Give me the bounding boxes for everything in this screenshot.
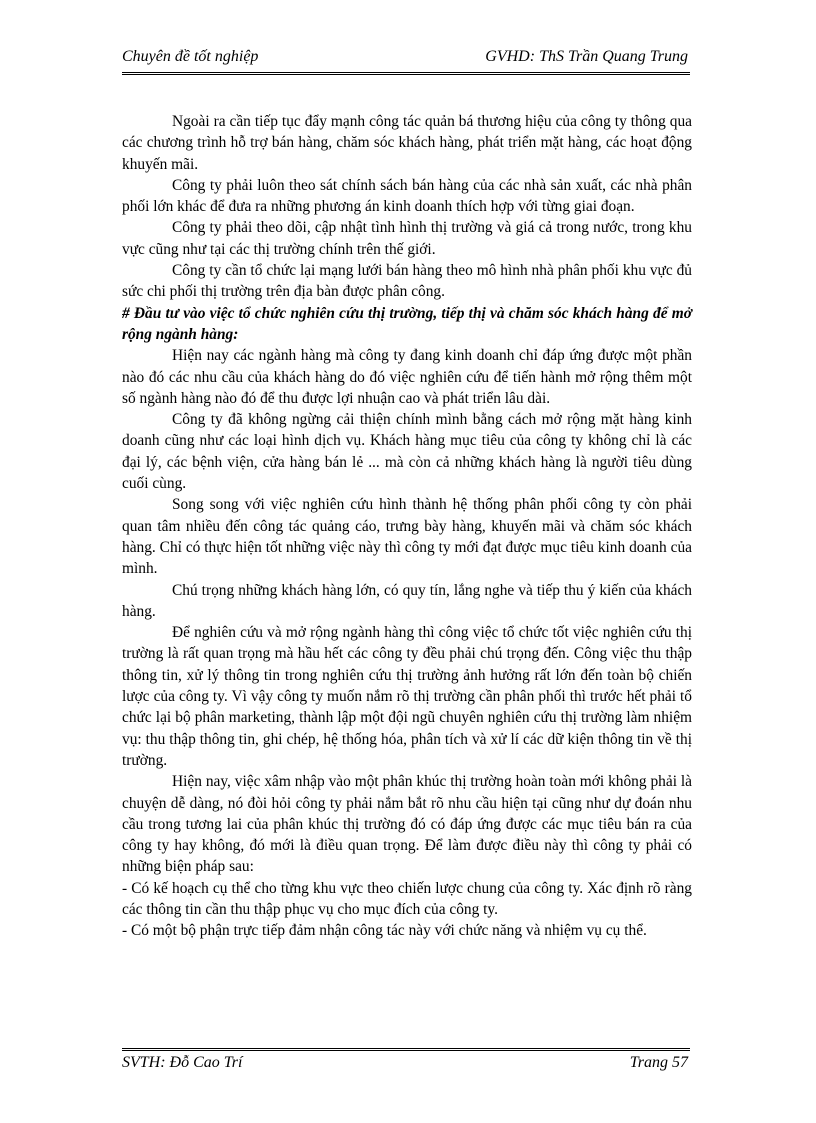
header-thesis-title: Chuyên đề tốt nghiệp <box>122 48 259 65</box>
paragraph: Công ty phải theo dõi, cập nhật tình hình thị trường và giá cả trong nước, trong khu vực cũng như tại các thị trường chính trên thế giới. <box>122 219 692 258</box>
footer-student: SVTH: Đỗ Cao Trí <box>122 1054 243 1071</box>
footer-page-number: Trang 57 <box>629 1054 688 1071</box>
header-divider <box>122 72 690 75</box>
bullet-item: - Có một bộ phận trực tiếp đảm nhận công tác này với chức năng và nhiệm vụ cụ thể. <box>122 922 647 940</box>
paragraph: Ngoài ra cần tiếp tục đẩy mạnh công tác quản bá thương hiệu của công ty thông qua các chương trình hỗ trợ bán hàng, chăm sóc khách hàng, phát triển mặt hàng, các hoạt động khuyến mãi. <box>122 113 692 173</box>
paragraph: Song song với việc nghiên cứu hình thành hệ thống phân phối công ty còn phải quan tâm nhiều đến công tác quảng cáo, trưng bày hàng, khuyến mãi và chăm sóc khách hàng. Chỉ có thực hiện tốt những việc này thì công ty mới đạt được mục tiêu kinh doanh của mình. <box>122 496 692 578</box>
page-header <box>122 46 690 72</box>
paragraph: Công ty cần tổ chức lại mạng lưới bán hàng theo mô hình nhà phân phối khu vực đủ sức chi phối thị trường trên địa bàn được phân công. <box>122 262 692 301</box>
footer-divider <box>122 1048 690 1051</box>
section-heading: # Đầu tư vào việc tổ chức nghiên cứu thị trường, tiếp thị và chăm sóc khách hàng để mở rộng ngành hàng: <box>122 304 692 343</box>
page-footer <box>122 1052 690 1078</box>
paragraph: Công ty đã không ngừng cải thiện chính mình bằng cách mở rộng mặt hàng kinh doanh cũng như các loại hình dịch vụ. Khách hàng mục tiêu của công ty không chỉ là các đại lý, các bệnh viện, cửa hàng bán lẻ ... mà còn cả những khách hàng là người tiêu dùng cuối cùng. <box>122 411 692 493</box>
paragraph: Hiện nay, việc xâm nhập vào một phân khúc thị trường hoàn toàn mới không phải là chuyện dễ dàng, nó đòi hỏi công ty phải nắm bắt rõ nhu cầu hiện tại cũng như dự đoán nhu cầu trong tương lai của phân khúc thị trường đó có đáp ứng được các mục tiêu bán ra của công ty hay không, đó mới là điều quan trọng. Để làm được điều này thì công ty phải có những biện pháp sau: <box>122 773 692 876</box>
document-body <box>122 111 692 942</box>
paragraph: Hiện nay các ngành hàng mà công ty đang kinh doanh chỉ đáp ứng được một phần nào đó các nhu cầu của khách hàng do đó việc nghiên cứu để tiến hành mở rộng thêm một số ngành hàng nào đó để thu được lợi nhuận cao và phát triển lâu dài. <box>122 347 692 407</box>
bullet-item: - Có kế hoạch cụ thể cho từng khu vực theo chiến lược chung của công ty. Xác định rõ ràng các thông tin cần thu thập phục vụ cho mục đích của công ty. <box>122 879 692 918</box>
header-advisor: GVHD: ThS Trần Quang Trung <box>485 48 688 65</box>
paragraph: Chú trọng những khách hàng lớn, có quy tín, lắng nghe và tiếp thu ý kiến của khách hàng. <box>122 581 692 620</box>
paragraph: Công ty phải luôn theo sát chính sách bán hàng của các nhà sản xuất, các nhà phân phối lớn khác để đưa ra những phương án kinh doanh thích hợp với từng giai đoạn. <box>122 176 692 216</box>
paragraph: Để nghiên cứu và mở rộng ngành hàng thì công việc tổ chức tốt việc nghiên cứu thị trường là rất quan trọng mà hầu hết các công ty đều phải chú trọng đến. Công việc thu thập thông tin, xử lý thông tin trong nghiên cứu thị trường ảnh hưởng rất lớn đến toàn bộ chiến lược của công ty. Vì vậy công ty muốn nắm rõ thị trường cần phân phối thì trước hết phải tổ chức lại bộ phân marketing, thành lập một đội ngũ chuyên nghiên cứu thị trường làm nhiệm vụ: thu thập thông tin, ghi chép, hệ thống hóa, phân tích và xử lí các dữ kiện thông tin về thị trường. <box>122 624 692 769</box>
